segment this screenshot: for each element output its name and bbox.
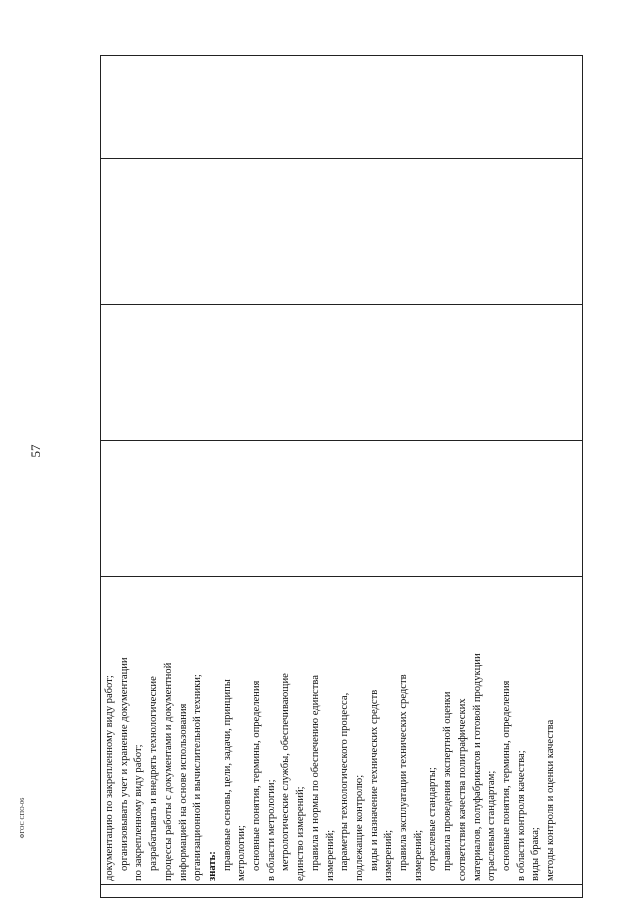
hours-cell-2 <box>101 304 583 440</box>
hours-cell <box>101 440 583 576</box>
content-line: измерений; <box>383 829 395 881</box>
requirements-text <box>103 580 559 881</box>
content-line: процессы работы с документами и документной <box>162 662 174 881</box>
index-cell <box>101 884 583 897</box>
content-line: правила эксплуатации технических средств <box>398 673 410 871</box>
content-line: материалов, полуфабрикатов и готовой продукции <box>471 652 483 881</box>
content-line: правила проведения экспертной оценки <box>442 691 454 871</box>
content-line: виды и назначение технических средств <box>368 689 380 871</box>
content-line: измерений; <box>324 829 336 881</box>
content-line: по закрепленному виду работ; <box>133 743 145 881</box>
content-line: единство измерений; <box>295 785 307 881</box>
content-line: методы контроля и оценки качества <box>545 719 557 881</box>
content-line: организовывать учет и хранение документации <box>118 656 130 871</box>
content-line: в области контроля качества; <box>515 749 527 881</box>
content-line: метрологии; <box>236 824 248 881</box>
content-line: метрологические службы, обеспечивающие <box>280 672 292 871</box>
content-line: основные понятия, термины, определения <box>500 680 512 871</box>
requirements-cell <box>101 576 583 884</box>
content-line: правила и нормы по обеспечению единства <box>309 674 321 871</box>
curriculum-table <box>100 55 583 898</box>
footer-code: ФГОС СПО-06 <box>20 797 26 839</box>
table-row <box>101 55 583 897</box>
content-line: в области метрологии; <box>265 778 277 881</box>
content-line: основные понятия, термины, определения <box>251 680 263 871</box>
content-line: подлежащие контролю; <box>353 774 365 881</box>
discipline-cell <box>101 158 583 304</box>
content-line: виды брака; <box>530 826 542 881</box>
content-line: документацию по закрепленному виду работ; <box>104 674 115 881</box>
content-line: правовые основы, цели, задачи, принципы <box>221 678 233 871</box>
content-line: разрабатывать и внедрять технологические <box>148 675 160 871</box>
content-line: измерений; <box>412 829 424 881</box>
content-line: соответствия качества полиграфических <box>456 697 468 881</box>
content-line: знать: <box>206 850 218 881</box>
content-line: организационной и вычислительной техники; <box>192 673 204 881</box>
content-line: параметры технологического процесса, <box>339 692 351 871</box>
content-line: отраслевым стандартам; <box>486 770 498 881</box>
content-line: отраслевые стандарты; <box>427 766 439 871</box>
content-line: информацией на основе использования <box>177 703 189 881</box>
competence-cell <box>101 55 583 158</box>
page-number: 57 <box>28 444 43 458</box>
